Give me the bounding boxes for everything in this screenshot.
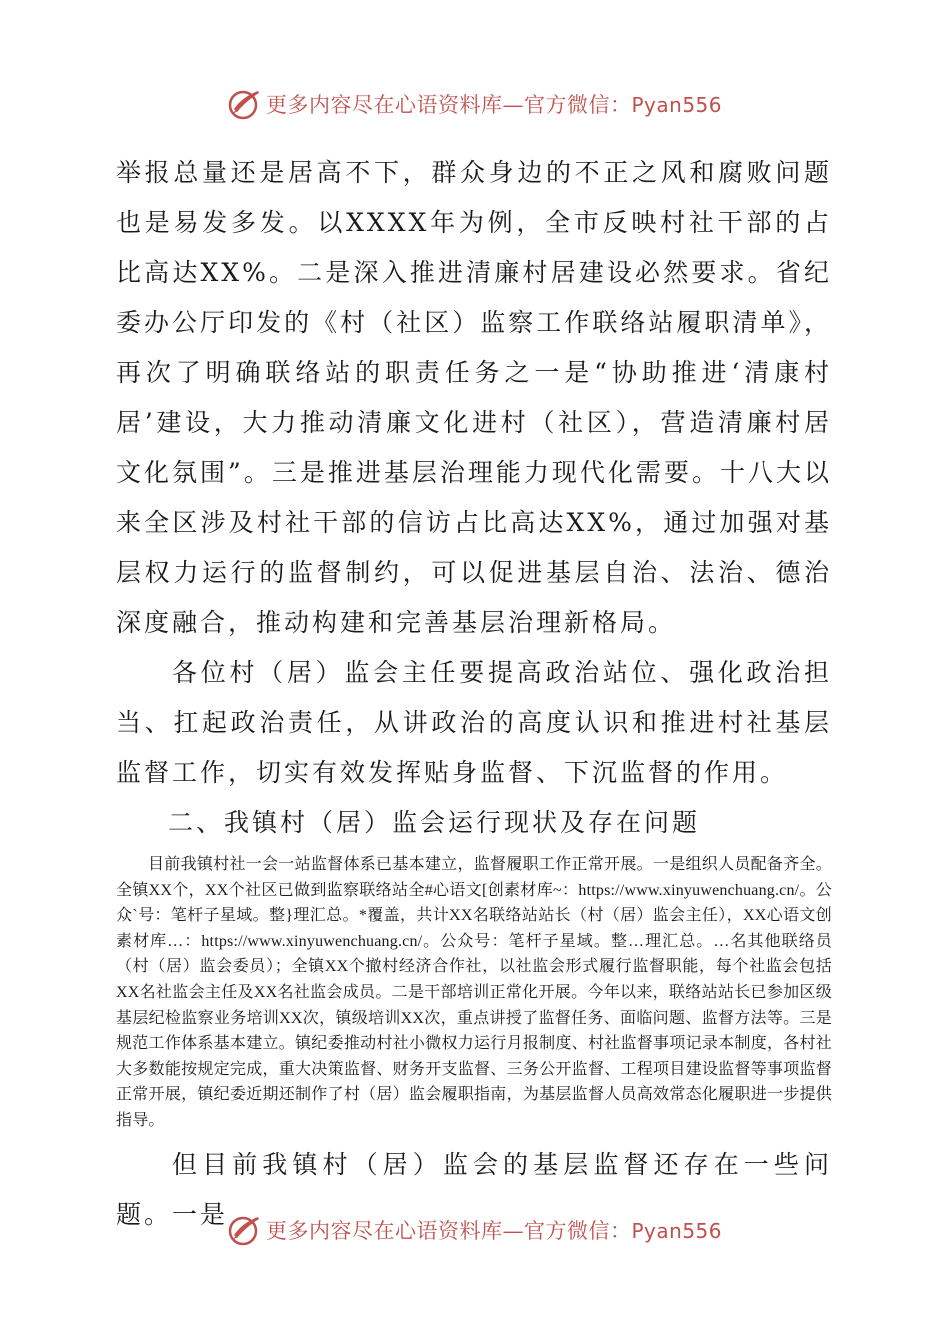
- pen-logo-icon: [228, 1213, 262, 1247]
- header-banner: [0, 84, 950, 124]
- wechat-id: Pyan556: [631, 93, 722, 117]
- document-body: [116, 148, 832, 1240]
- paragraph-2: 各位村（居）监会主任要提高政治站位、强化政治担当、扛起政治责任，从讲政治的高度认识和推进村社基层监督工作，切实有效发挥贴身监督、下沉监督的作用。: [116, 658, 832, 787]
- paragraph-3: 目前我镇村社一会一站监督体系已基本建立，监督履职工作正常开展。一是组织人员配备齐全。全镇XX个，XX个社区已做到监察联络站全#心语文[创素材库~：https://www.xinyuwenchuang.cn/。公众`号：笔杆子星域。整}理汇总。*覆盖，共计XX名联络站站长（村（居）监会主任），XX心语文创素材库…：https://www.xinyuwenchuang.cn/。公众号：笔杆子星域。整…理汇总。…名其他联络员（村（居）监会委员）；全镇XX个撤村经济合作社，以社监会形式履行监督职能，每个社监会包括XX名社监会主任及XX名社监会成员。二是干部培训正常化开展。今年以来，联络站站长已参加区级基层纪检监察业务培训XX次，镇级培训XX次，重点讲授了监督任务、面临问题、监督方法等。三是规范工作体系基本建立。镇纪委推动村社小微权力运行月报制度、村社监督事项记录本制度，各村社大多数能按规定完成，重大决策监督、财务开支监督、三务公开监督、工程项目建设监督等事项监督正常开展，镇纪委近期还制作了村（居）监会履职指南，为基层监督人员高效常态化履职进一步提供指导。: [116, 856, 832, 1129]
- banner-label: 更多内容尽在心语资料库—官方微信：: [265, 93, 632, 117]
- wechat-id: Pyan556: [631, 1219, 722, 1243]
- paragraph-1: 举报总量还是居高不下，群众身边的不正之风和腐败问题也是易发多发。以XXXX年为例，全市反映村社干部的占比高达XX%。二是深入推进清廉村居建设必然要求。省纪委办公厅印发的《村（社区）监察工作联络站履职清单》，再次了明确联络站的职责任务之一是“协助推进‘清康村居’建设，大力推动清廉文化进村（社区），营造清廉村居文化氛围”。三是推进基层治理能力现代化需要。十八大以来全区涉及村社干部的信访占比高达XX%，通过加强对基层权力运行的监督制约，可以促进基层自治、法治、德治深度融合，推动构建和完善基层治理新格局。: [116, 158, 832, 637]
- banner-text: [266, 89, 722, 119]
- banner-text: [266, 1215, 722, 1245]
- paragraph-4: 但目前我镇村（居）监会的基层监督还存在一些问题。一是: [116, 1149, 832, 1229]
- pen-logo-icon: [228, 87, 262, 121]
- banner-label: 更多内容尽在心语资料库—官方微信：: [265, 1219, 632, 1243]
- section-heading: 二、我镇村（居）监会运行现状及存在问题: [168, 808, 701, 837]
- footer-banner: [0, 1210, 950, 1250]
